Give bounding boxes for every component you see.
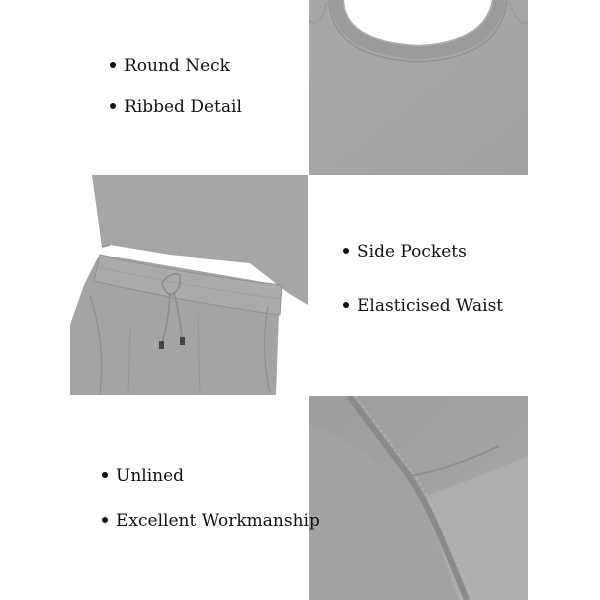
seam-closeup-image: [309, 396, 528, 600]
feature-ribbed-detail: [110, 99, 242, 116]
feature-label: Excellent Workmanship: [116, 511, 320, 531]
bullet-icon: [343, 302, 349, 308]
feature-side-pockets: [343, 244, 467, 261]
feature-elasticised-waist: [343, 298, 503, 315]
round-neck-closeup-image: [309, 0, 528, 175]
bullet-icon: [343, 248, 349, 254]
bullet-icon: [102, 517, 108, 523]
top-and-shorts-image: [70, 175, 310, 395]
bullet-icon: [102, 472, 108, 478]
feature-label: Elasticised Waist: [357, 296, 504, 316]
feature-unlined: [102, 468, 184, 485]
feature-excellent-workmanship: [102, 513, 320, 530]
feature-label: Ribbed Detail: [124, 97, 242, 117]
bullet-icon: [110, 103, 116, 109]
feature-label: Unlined: [116, 466, 185, 486]
feature-round-neck: [110, 58, 230, 75]
feature-label: Side Pockets: [357, 242, 467, 262]
feature-label: Round Neck: [124, 56, 230, 76]
bullet-icon: [110, 62, 116, 68]
